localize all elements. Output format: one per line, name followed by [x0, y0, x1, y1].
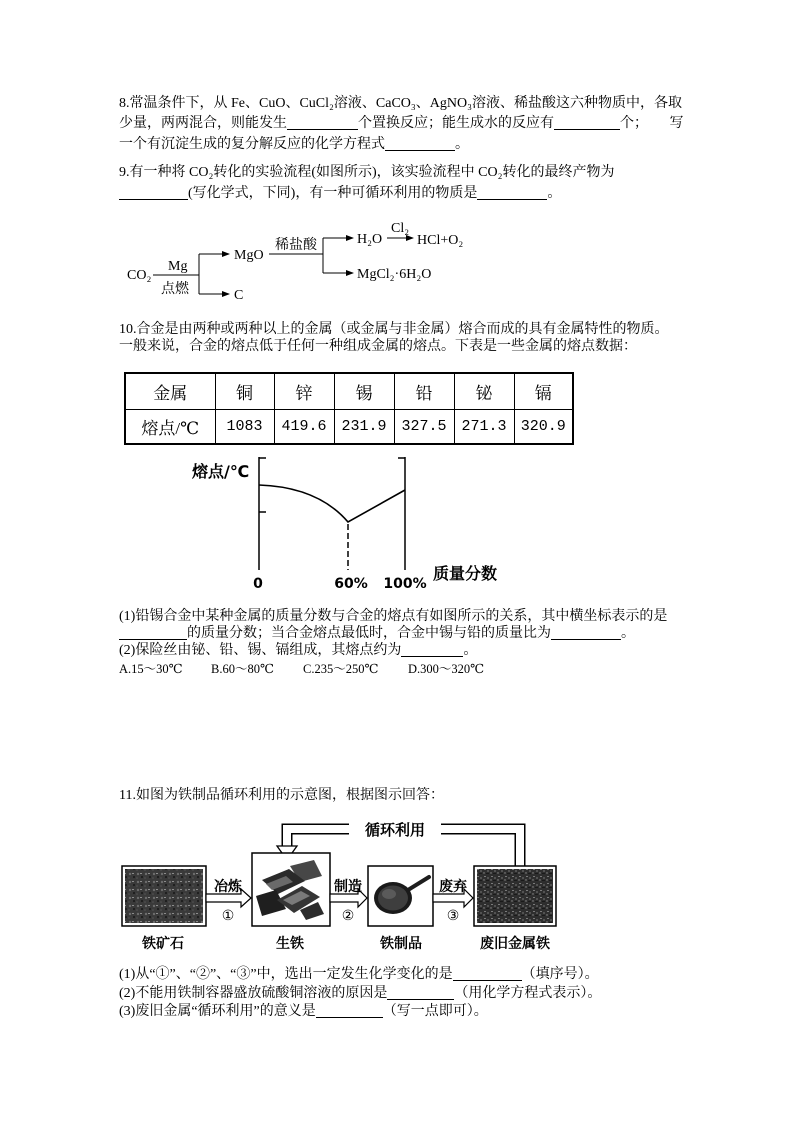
graph-melting-curve — [259, 485, 405, 522]
flow-reagent-hcl: 稀盐酸 — [275, 238, 317, 253]
question-10-sub-2 — [119, 643, 477, 659]
answer-blank — [477, 186, 547, 200]
question-11-sub-2 — [119, 986, 601, 1002]
item-label-iron-product: 铁制品 — [380, 936, 422, 952]
question-11-text: (1)从“①”、“②”、“③”中，选出一定发生化学变化的是 — [119, 967, 453, 982]
question-10-text: (1)铅锡合金中某种金属的质量分数与合金的熔点有如图所示的关系，其中横坐标表示的是 — [119, 609, 668, 624]
flow-product-final: HCl+O₂ — [417, 233, 464, 248]
question-9-text: 。 — [547, 186, 562, 201]
question-10-line-1 — [119, 322, 669, 338]
question-11-text: (2)不能用铁制容器盛放硫酸铜溶液的原因是 — [119, 986, 388, 1001]
item-label-iron-ore: 铁矿石 — [142, 936, 184, 952]
question-10-sub-1-line-1 — [119, 609, 667, 625]
question-10-text: (2)保险丝由铋、铅、锡、镉组成，其熔点约为 — [119, 643, 402, 658]
table-cell: 锌 — [274, 373, 334, 409]
question-8-text: 个置换反应；能生成水的反应有 — [358, 116, 554, 131]
graph-x-axis-label: 质量分数 — [433, 564, 498, 583]
graph-x-tick-label: 60% — [334, 576, 368, 592]
flow-product-water: H₂O — [357, 232, 383, 247]
answer-blank — [287, 116, 358, 130]
option-b: B.60～80℃ — [211, 662, 274, 676]
step-1-label: 冶炼 — [214, 879, 242, 895]
flow-product-c: C — [234, 288, 244, 303]
question-11-sub-1 — [119, 967, 599, 983]
option-c: C.235～250℃ — [303, 662, 379, 676]
option-d: D.300～320℃ — [408, 662, 485, 676]
iron-ore-image — [125, 869, 203, 923]
flow-reagent-mg: Mg — [168, 259, 188, 274]
table-cell: 1083 — [215, 409, 274, 444]
table-cell: 锡 — [334, 373, 394, 409]
question-11-text: （写一点即可）。 — [382, 1004, 488, 1019]
question-9-line-1 — [119, 165, 614, 181]
question-11-text: （填序号）。 — [521, 967, 599, 982]
question-10-text: 。 — [463, 643, 478, 658]
item-label-pig-iron: 生铁 — [276, 936, 304, 952]
table-cell: 铅 — [394, 373, 454, 409]
question-10-text: 10.合金是由两种或两种以上的金属（或金属与非金属）熔合而成的具有金属特性的物质。 — [119, 322, 669, 337]
question-11-text: 11.如图为铁制品循环利用的示意图，根据图示回答： — [119, 788, 444, 803]
scrap-iron-image — [477, 869, 553, 923]
question-10-line-2 — [119, 339, 637, 355]
table-cell: 271.3 — [454, 409, 514, 444]
answer-blank — [119, 626, 187, 640]
table-cell: 铋 — [454, 373, 514, 409]
question-11-line-1 — [119, 788, 444, 804]
item-label-scrap-iron: 废旧金属铁 — [480, 936, 550, 952]
table-cell: 419.6 — [274, 409, 334, 444]
table-cell: 327.5 — [394, 409, 454, 444]
answer-blank — [385, 137, 455, 151]
flow-product-mgo: MgO — [234, 248, 264, 263]
question-10-text: 的质量分数；当合金熔点最低时，合金中锡与铅的质量比为 — [187, 626, 551, 641]
question-8-text: 。 — [455, 137, 469, 152]
question-8-text: 一个有沉淀生成的复分解反应的化学方程式 — [119, 137, 385, 152]
co2-conversion-flow-diagram — [115, 215, 485, 310]
question-10-sub-1-line-2 — [119, 626, 635, 642]
answer-blank — [554, 116, 620, 130]
melting-point-graph — [185, 450, 515, 595]
question-8-line-2 — [119, 116, 684, 132]
question-8-text: 个； 写 — [620, 116, 684, 131]
step-3-label: 废弃 — [439, 879, 467, 895]
graph-x-tick-label: 100% — [383, 576, 427, 592]
flow-product-salt: MgCl₂·6H₂O — [357, 267, 432, 282]
graph-y-axis-label: 熔点/℃ — [192, 462, 250, 481]
table-cell: 铜 — [215, 373, 274, 409]
table-row — [125, 373, 573, 409]
question-9-line-2 — [119, 186, 561, 202]
question-8-text: 8.常温条件下，从 Fe、CuO、CuCl₂溶液、CaCO₃、AgNO₃溶液、稀盐酸这六种物质中，各取 — [119, 96, 682, 111]
question-11-sub-3 — [119, 1004, 488, 1020]
table-row — [125, 409, 573, 444]
table-cell: 231.9 — [334, 409, 394, 444]
table-row-header: 熔点/℃ — [125, 409, 215, 444]
question-9-text: 9.有一种将 CO₂转化的实验流程(如图所示)，该实验流程中 CO₂转化的最终产物为 — [119, 165, 615, 180]
question-9-text: (写化学式，下同)，有一种可循环利用的物质是 — [188, 186, 478, 201]
iron-recycling-diagram — [115, 812, 565, 957]
table-cell: 320.9 — [514, 409, 573, 444]
question-11-text: (3)废旧金属“循环利用”的意义是 — [119, 1004, 316, 1019]
step-1-number: ① — [221, 909, 235, 924]
table-row-header: 金属 — [125, 373, 215, 409]
graph-x-tick-label: 0 — [253, 576, 263, 592]
flow-start-co2: CO₂ — [127, 268, 152, 283]
table-cell: 镉 — [514, 373, 573, 409]
recycle-loop-label: 循环利用 — [364, 821, 426, 839]
question-10-options — [119, 661, 499, 677]
step-2-number: ② — [341, 909, 355, 924]
question-11-text: （用化学方程式表示）。 — [454, 986, 602, 1001]
question-10-text: 一般来说，合金的熔点低于任何一种组成金属的熔点。下表是一些金属的熔点数据： — [119, 339, 637, 354]
melting-point-table — [124, 372, 574, 445]
answer-blank — [387, 986, 454, 1000]
answer-blank — [316, 1004, 383, 1018]
option-a: A.15～30℃ — [119, 662, 183, 676]
question-8-text: 少量，两两混合，则能发生 — [119, 116, 287, 131]
flow-reagent-cl2: Cl₂ — [391, 221, 410, 236]
answer-blank — [119, 186, 188, 200]
step-2-label: 制造 — [334, 879, 362, 895]
step-3-number: ③ — [446, 909, 460, 924]
flow-condition-ignite: 点燃 — [161, 282, 189, 297]
question-10-text: 。 — [621, 626, 635, 641]
answer-blank — [401, 643, 463, 657]
question-8-line-1 — [119, 96, 682, 112]
answer-blank — [453, 967, 522, 981]
answer-blank — [551, 626, 621, 640]
question-8-line-3 — [119, 137, 469, 153]
